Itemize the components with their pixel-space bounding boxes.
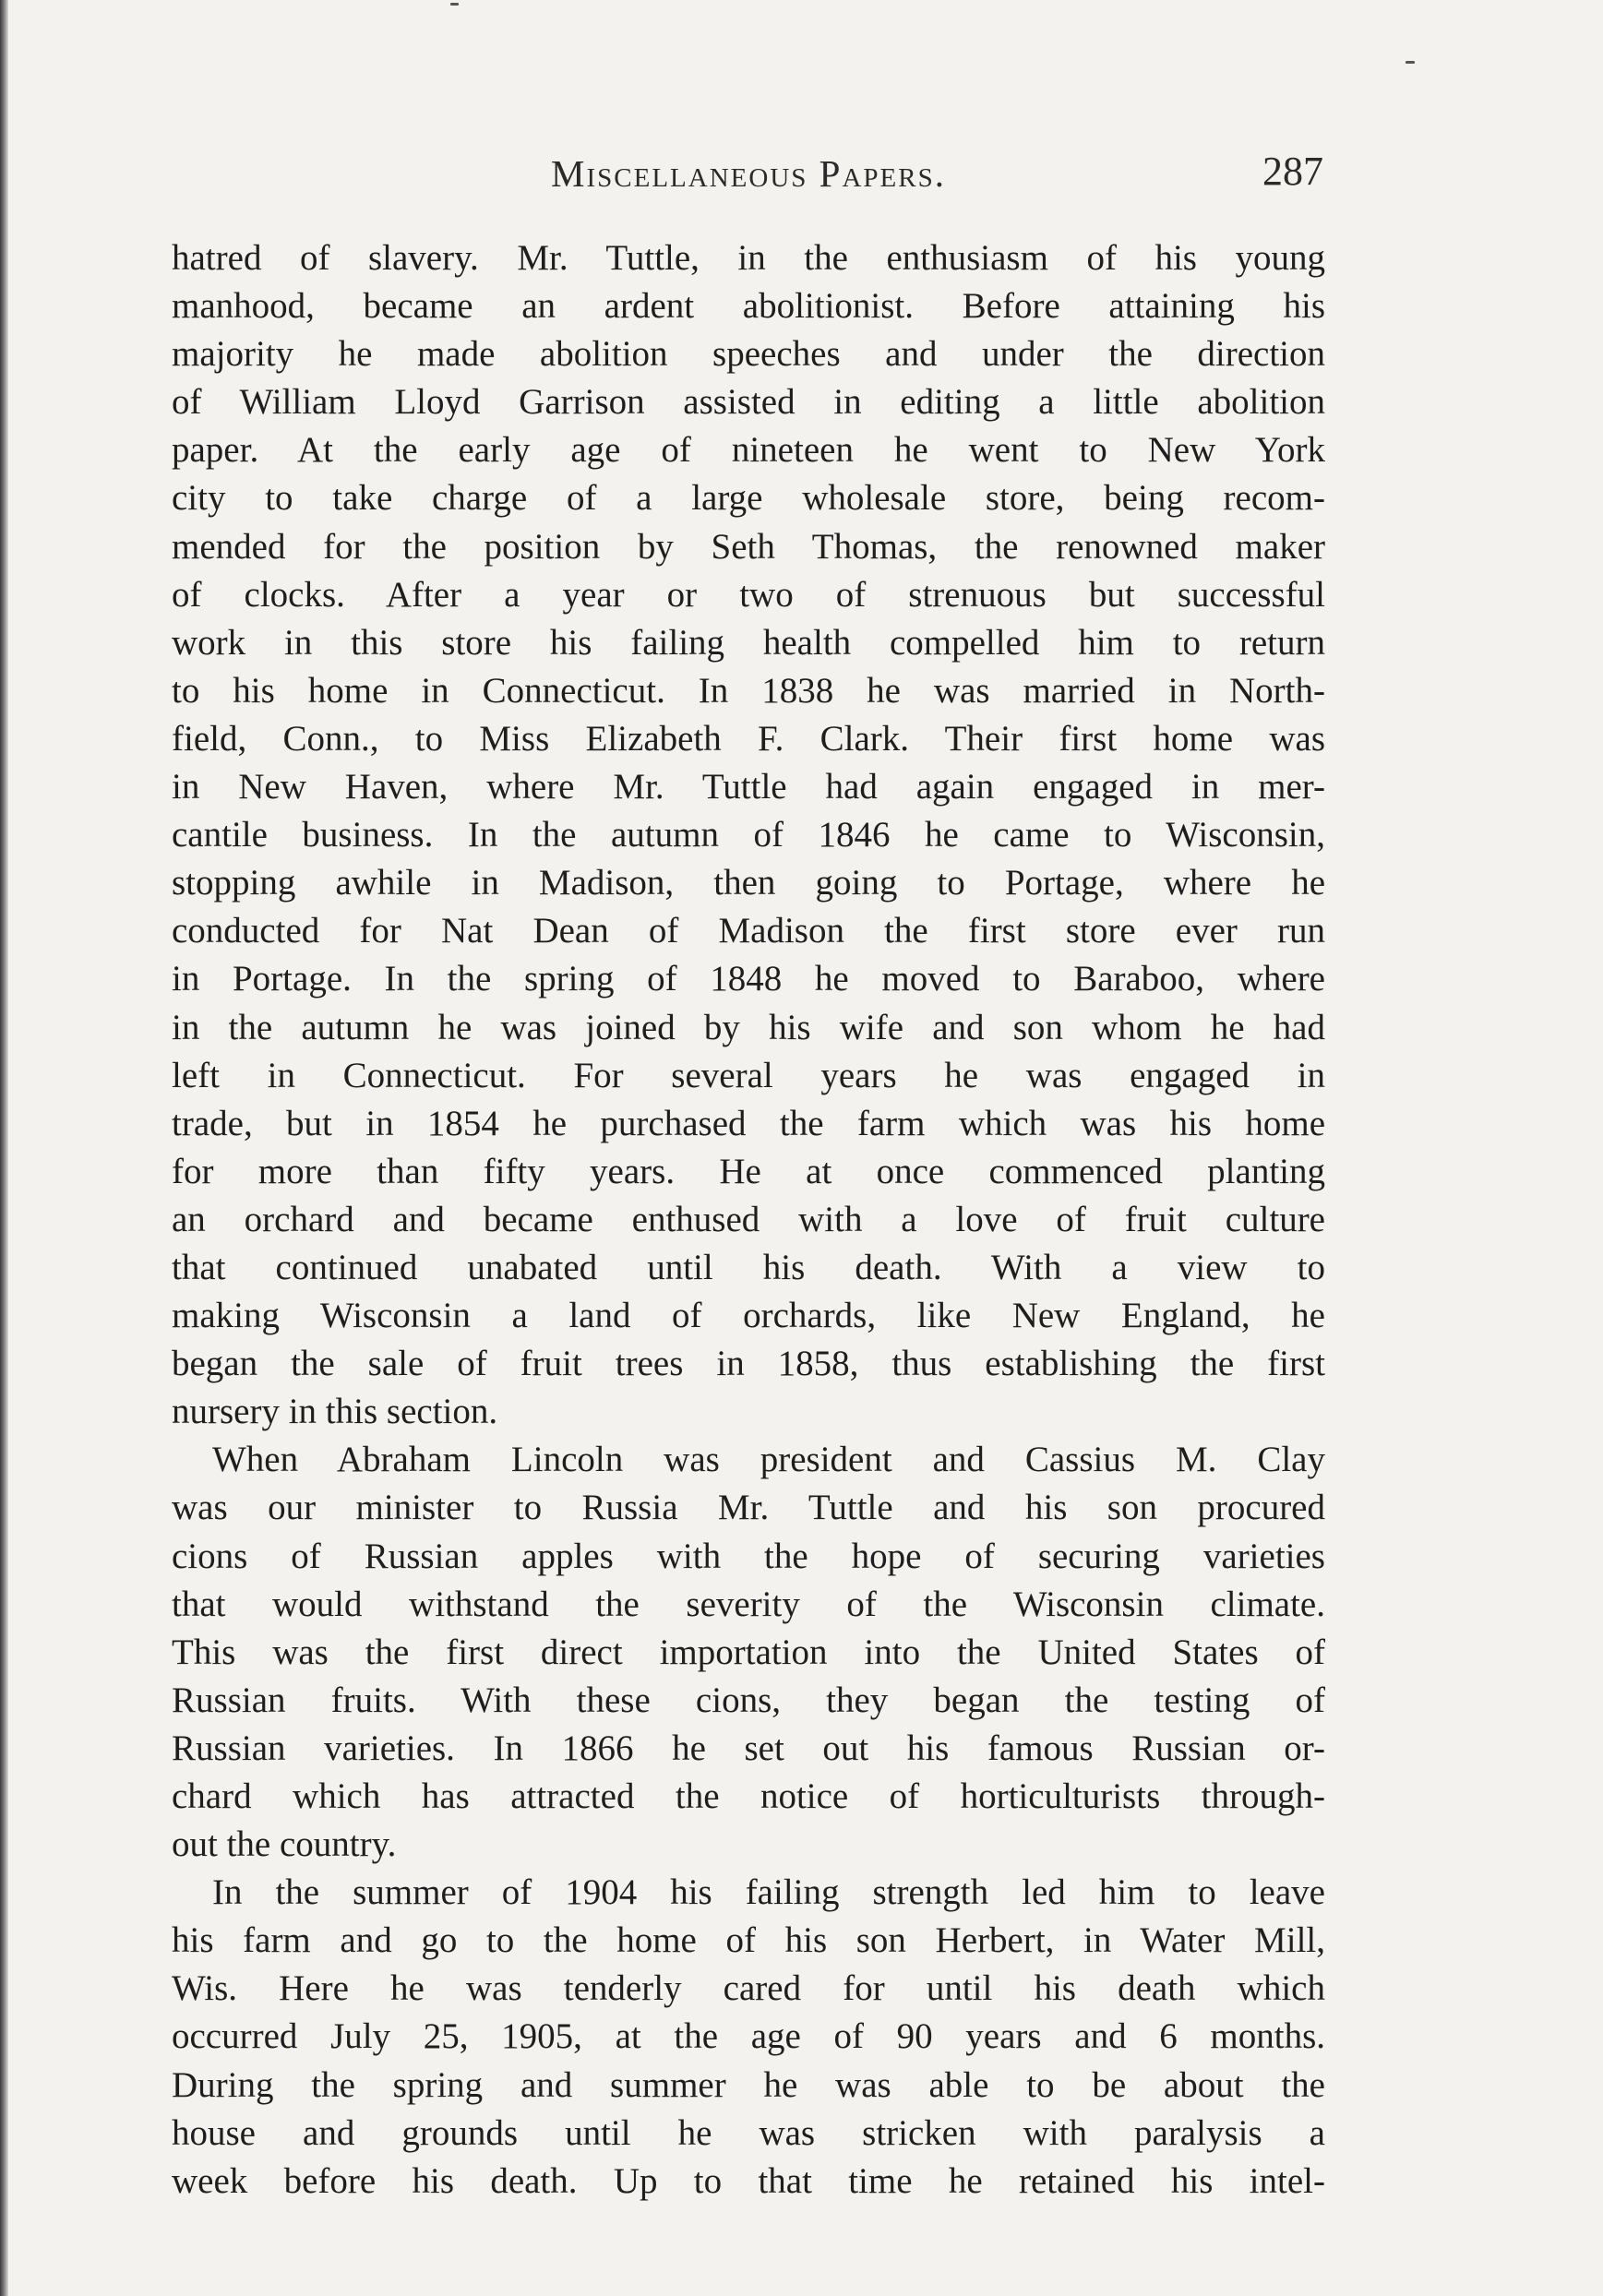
paragraph-end-line: out the country. <box>172 1824 397 1865</box>
text-line: manhood, became an ardent abolitionist. Before attaining his <box>172 286 1325 327</box>
text-line: making Wisconsin a land of orchards, like New England, he <box>172 1296 1325 1336</box>
print-speck <box>1406 61 1415 64</box>
text-line: This was the first direct importation into the United States of <box>172 1632 1325 1672</box>
text-line: Russian fruits. With these cions, they began the testing of <box>172 1680 1325 1720</box>
text-line: house and grounds until he was stricken with paralysis a <box>172 2112 1325 2153</box>
text-line: in the autumn he was joined by his wife and son whom he had <box>172 1007 1325 1047</box>
text-line: his farm and go to the home of his son Herbert, in Water Mill, <box>172 1920 1325 1961</box>
text-line: majority he made abolition speeches and under the direction <box>172 334 1325 375</box>
text-line: in Portage. In the spring of 1848 he moved to Baraboo, where <box>172 959 1325 999</box>
text-line: for more than fifty years. He at once commenced planting <box>172 1151 1325 1191</box>
text-line: paper. At the early age of nineteen he went to New York <box>172 430 1325 471</box>
text-line: that continued unabated until his death. With a view to <box>172 1247 1325 1287</box>
text-line: trade, but in 1854 he purchased the farm which was his home <box>172 1103 1325 1143</box>
body-text <box>172 234 1325 2206</box>
text-line: Wis. Here he was tenderly cared for until his death which <box>172 1968 1325 2009</box>
text-line: of clocks. After a year or two of strenuous but successful <box>172 574 1325 615</box>
text-line: an orchard and became enthused with a love of fruit culture <box>172 1199 1325 1239</box>
text-line: field, Conn., to Miss Elizabeth F. Clark. Their first home was <box>172 718 1325 759</box>
text-line: city to take charge of a large wholesale store, being recom- <box>172 478 1325 519</box>
paragraph-start-line: In the summer of 1904 his failing strength led him to leave <box>212 1872 1325 1913</box>
text-line: that would withstand the severity of the Wisconsin climate. <box>172 1584 1325 1624</box>
text-line: mended for the position by Seth Thomas, the renowned maker <box>172 526 1325 567</box>
paragraph-start-line: When Abraham Lincoln was president and Cassius M. Clay <box>212 1440 1325 1480</box>
text-line: cions of Russian apples with the hope of securing varieties <box>172 1536 1325 1576</box>
page-binding-edge <box>0 0 8 2296</box>
text-line: to his home in Connecticut. In 1838 he was married in North- <box>172 670 1325 711</box>
paragraph-end-line: nursery in this section. <box>172 1392 498 1432</box>
text-line: hatred of slavery. Mr. Tuttle, in the enthusiasm of his young <box>172 238 1325 278</box>
print-speck <box>450 3 459 6</box>
page-number: 287 <box>1262 149 1323 194</box>
text-line: chard which has attracted the notice of horticulturists through- <box>172 1776 1325 1816</box>
text-line: of William Lloyd Garrison assisted in editing a little abolition <box>172 382 1325 423</box>
text-line: work in this store his failing health compelled him to return <box>172 622 1325 663</box>
text-line: stopping awhile in Madison, then going to Portage, where he <box>172 863 1325 903</box>
text-line: in New Haven, where Mr. Tuttle had again engaged in mer- <box>172 767 1325 807</box>
text-line: left in Connecticut. For several years he was engaged in <box>172 1055 1325 1095</box>
text-line: Russian varieties. In 1866 he set out his famous Russian or- <box>172 1728 1325 1768</box>
running-head: Miscellaneous Papers. <box>551 152 946 195</box>
text-line: week before his death. Up to that time he retained his intel- <box>172 2160 1325 2201</box>
text-line: conducted for Nat Dean of Madison the first store ever run <box>172 911 1325 951</box>
text-line: cantile business. In the autumn of 1846 he came to Wisconsin, <box>172 815 1325 855</box>
text-line: began the sale of fruit trees in 1858, thus establishing the first <box>172 1344 1325 1384</box>
text-line: occurred July 25, 1905, at the age of 90 years and 6 months. <box>172 2016 1325 2057</box>
text-line: was our minister to Russia Mr. Tuttle and his son procured <box>172 1488 1325 1528</box>
page-header <box>172 148 1325 203</box>
text-line: During the spring and summer he was able to be about the <box>172 2064 1325 2105</box>
